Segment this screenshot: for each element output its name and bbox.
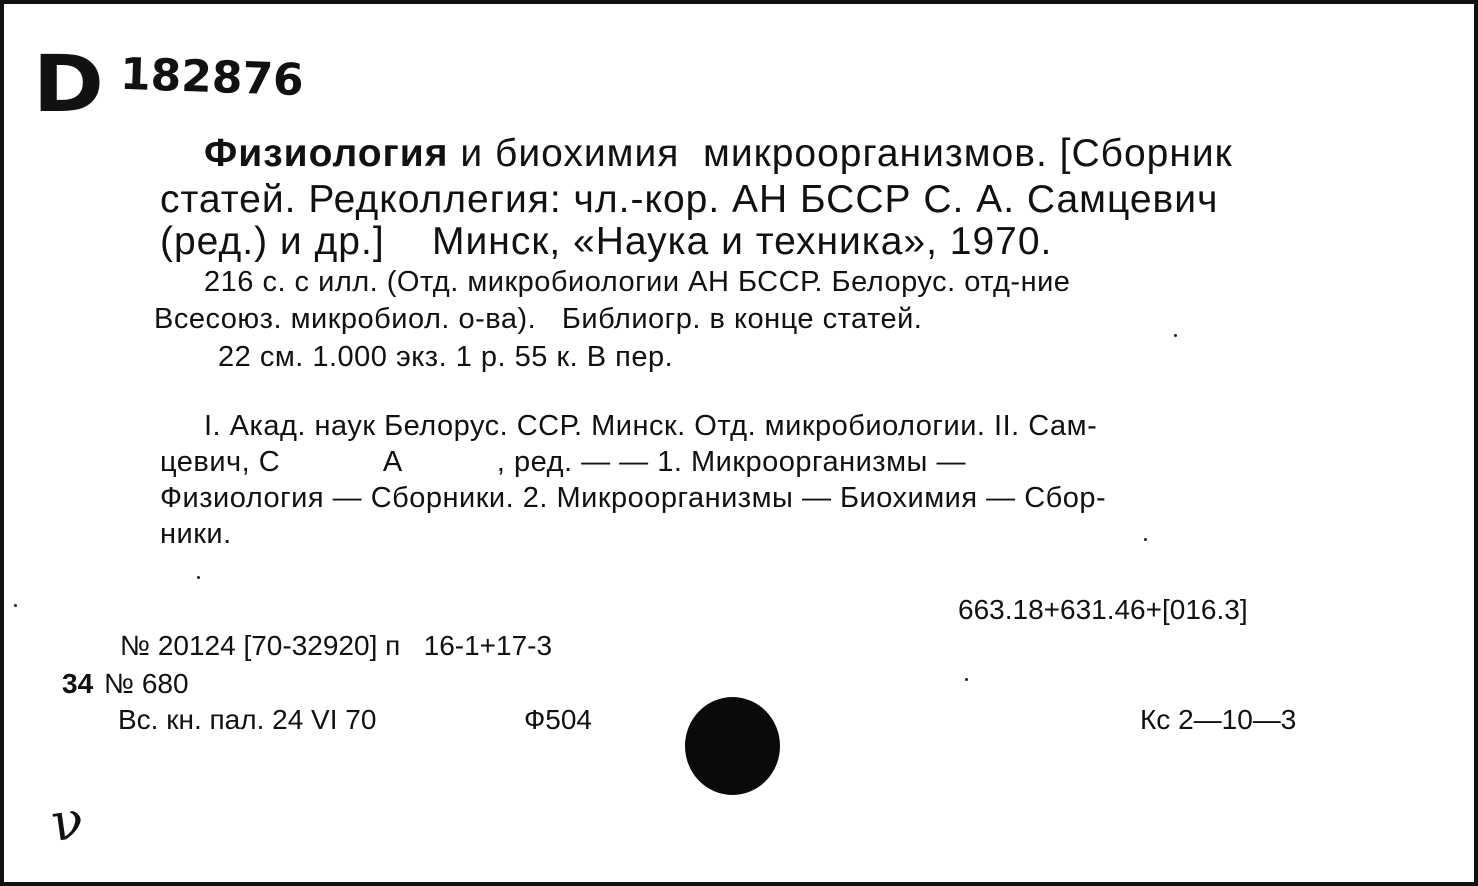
- subjects-line-1: I. Акад. наук Белорус. ССР. Минск. Отд. микробиологии. II. Сам-: [204, 410, 1098, 442]
- scan-speck: [197, 576, 200, 579]
- punch-hole: [685, 697, 780, 795]
- copy-number: № 680: [104, 668, 189, 699]
- copy-prefix: 34: [62, 668, 94, 699]
- entry-line-3: (ред.) и др.] Минск, «Наука и техника», 1970.: [160, 220, 1053, 263]
- chamber-stamp: Вс. кн. пал. 24 VI 70: [118, 704, 377, 735]
- subjects-line-2: цевич, С А , ред. — — 1. Микроорганизмы —: [160, 446, 966, 478]
- udc-index: 663.18+631.46+[016.3]: [958, 594, 1248, 625]
- form-code: Ф504: [524, 704, 593, 735]
- call-letter: D: [32, 40, 104, 130]
- call-number: 182876: [119, 48, 305, 107]
- subjects-line-4: ники.: [160, 518, 232, 550]
- scan-speck: [1174, 334, 1177, 337]
- subjects-line-3: Физиология — Сборники. 2. Микроорганизмы — Биохимия — Сбор-: [160, 482, 1107, 514]
- scan-speck: [14, 604, 17, 607]
- title-heading: Физиология: [204, 132, 449, 175]
- entry-line-5: Всесоюз. микробиол. о-ва). Библиогр. в конце статей.: [154, 303, 923, 335]
- order-number: № 20124 [70-32920] п 16-1+17-3: [120, 630, 553, 661]
- entry-line-6: 22 см. 1.000 экз. 1 р. 55 к. В пер.: [218, 341, 674, 373]
- scan-speck: [965, 678, 968, 681]
- entry-line-2: статей. Редколлегия: чл.-кор. АН БССР С. А. Самцевич: [160, 178, 1219, 221]
- entry-line-4: 216 с. с илл. (Отд. микробиологии АН БССР. Белорус. отд-ние: [204, 266, 1071, 298]
- handwritten-mark: ν: [47, 790, 88, 854]
- entry-line-1-rest: и биохимия микроорганизмов. [Сборник: [448, 132, 1233, 175]
- kc-code: Кс 2—10—3: [1140, 704, 1297, 735]
- entry-line-1: [204, 134, 1233, 173]
- scan-speck: [1144, 538, 1147, 541]
